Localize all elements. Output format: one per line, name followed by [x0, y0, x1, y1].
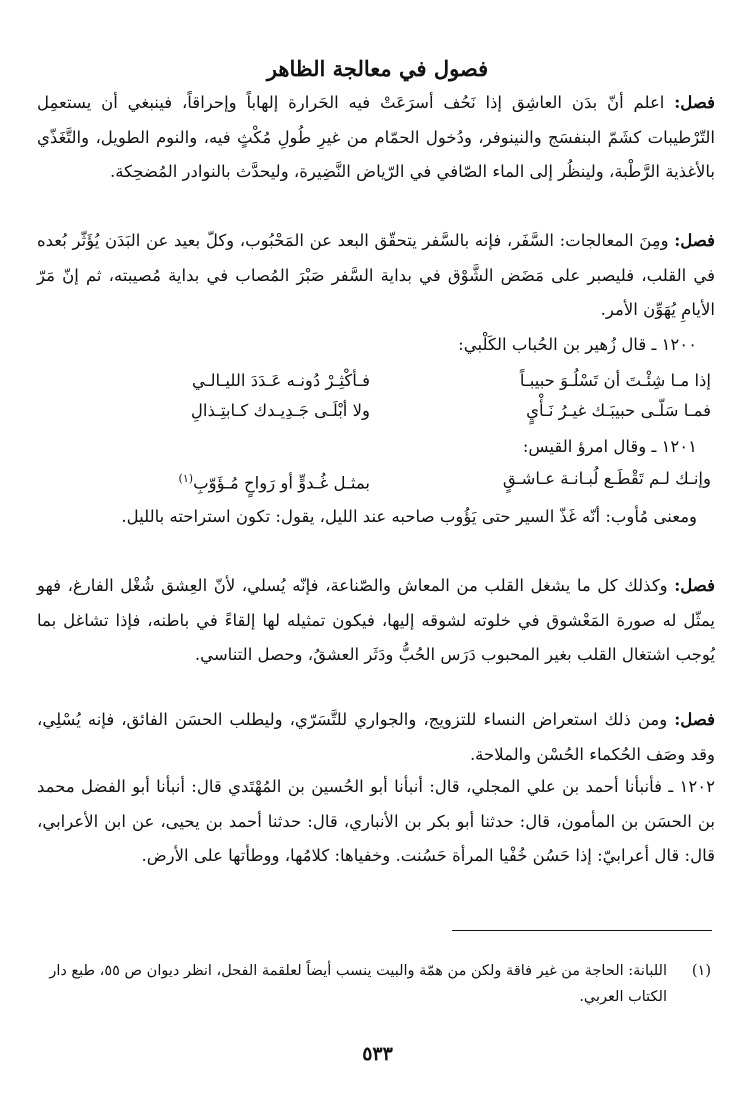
verse-3-second-text: بمثـل غُـدوٍّ أو رَواحٍ مُـؤَوّبِ — [193, 473, 370, 493]
section-text: وكذلك كل ما يشغل القلب من المعاش والصّناعة، فإنّه يُسلي، لأنّ العِشق شُغْل الفارغ، فهو يمثّل له صورة المَعْشوق في خلوته لشوقه إليها، فيكون تمثيله لها إلقاءً في باطنه، فإذا تشاغل بما يُوجب اشتغال القلب بغير المحبوب دَرَس الحُبُّ ودَثَر العشقُ، وحصل التناسي. — [37, 576, 715, 664]
section-label: فصل: — [674, 231, 715, 250]
paragraph-section-4 — [37, 703, 715, 772]
section-text: اعلم أنّ بدَن العاشِق إذا نَحُف أسرَعَتْ فيه الحَرارة إلهاباً وإحراقاً، فينبغي أن يستعمِل التّرْطيبات كشَمّ البنفسَج والنينوفر، ودُخول الحمّام من غيرِ طُولِ مُكْثٍ فيه، والنوم الطويل، والتَّغَذّي بالأغذية الرَّطْبة، ولينظُر إلى الماء الصّافي في الرّياض النَّضِيرة، وليحدَّث بالنوادر المُضحِكة. — [37, 93, 715, 181]
verse-2-first-hemistich: فمـا سَلّـى حبيبَـك غيـرُ نَـأْيٍ — [526, 401, 711, 420]
footnote-text: اللبانة: الحاجة من غير فاقة ولكن من همّة والبيت ينسب أيضاً لعلقمة الفحل، انظر ديوان ص ٥٥، طبع دار الكتاب العربي. — [49, 963, 667, 1005]
paragraph-section-3 — [37, 569, 715, 673]
section-text: ومن ذلك استعراض النساء للتزويج، والجواري للتَّسَرّي، وليطلب الحسَن الفائق، فإنه يُسْلِي، وقد وصَف الحُكماء الحُسْن والملاحة. — [37, 710, 715, 764]
paragraph-meaning: ومعنى مُأوب: أنّه غَذّ السير حتى يَؤُوب صاحبه عند الليل، يقول: تكون استراحته بالليل. — [121, 507, 697, 526]
footnote-divider — [452, 930, 712, 931]
verse-3-second-hemistich — [70, 464, 370, 499]
report-heading-1201: ١٢٠١ ـ وقال امرؤ القيس: — [522, 437, 697, 456]
section-label: فصل: — [674, 710, 715, 729]
verse-1-second-hemistich: فـأكْثِـرْ دُونـه عَـدَدَ الليـالـي — [191, 371, 370, 390]
footnote-number: (١) — [691, 963, 711, 979]
verse-2-second-hemistich: ولا أبْلَـى جَـدِيـدك كـابتِـذالِ — [190, 401, 370, 420]
page-title: فصول في معالجة الظاهر — [266, 56, 489, 81]
paragraph-report-1202: ١٢٠٢ ـ فأنبأنا أحمد بن علي المجلي، قال: أنبأنا أبو الحُسين بن المُهْتَدي قال: أنبأنا أبو الفضل محمد بن الحسَن بن المأمون، قال: حدثنا أبو بكر بن الأنباري، قال: حدثنا أحمد بن يحيى، عن ابن الأعرابي، قال: قال أعرابيّ: إذا حَسُن خُفْيا المرأة حَسُنت. وخفياها: كلامُها، ووطأتها على الأرض. — [37, 777, 715, 865]
section-text: ومِنَ المعالجات: السَّفَر، فإنه بالسَّفر يتحقّق البعد عن المَحْبُوب، وكلّ بعيد عن البَدَن يُؤَثّر بُعده في القلب، فليصبر على مَضَض الشَّوْق في بداية السَّفر صَبْرَ المُصاب في بداية مُصيبته، ثم إنّ مَرّ الأيامِ يُهَوِّن الأمر. — [37, 231, 715, 319]
footnote-reference[interactable]: (١) — [178, 472, 194, 485]
verse-3-first-hemistich: وإنـك لـم تَقْطَـع لُبـانـة عـاشـقٍ — [502, 469, 711, 488]
page-number: ٥٣٣ — [362, 1043, 393, 1065]
paragraph-section-2 — [37, 224, 715, 328]
section-label: فصل: — [674, 576, 715, 595]
report-heading-1200: ١٢٠٠ ـ قال زُهير بن الحُباب الكَلْبي: — [458, 335, 697, 354]
verse-1-first-hemistich: إذا مـا شِئْـتَ أن تَسْلُـوَ حبيبـاً — [519, 371, 711, 390]
paragraph-section-1 — [37, 86, 715, 190]
section-label: فصل: — [674, 93, 715, 112]
